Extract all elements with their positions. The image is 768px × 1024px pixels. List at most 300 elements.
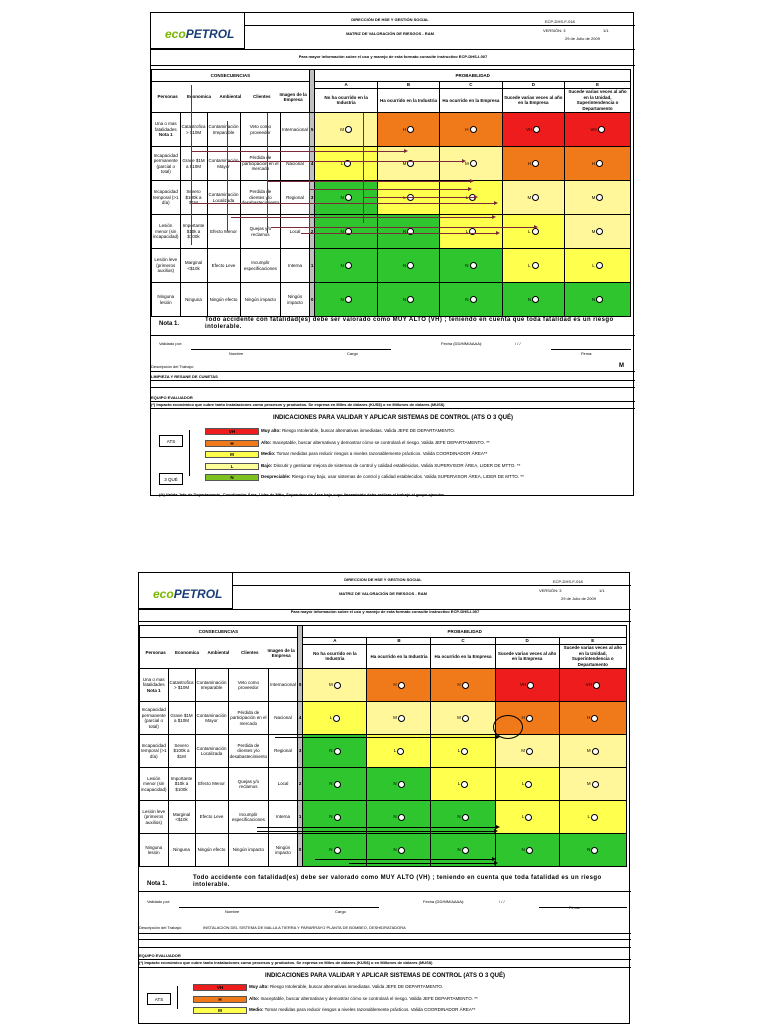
nota-label: Nota 1. bbox=[159, 321, 180, 327]
risk-cell-B5 bbox=[377, 113, 439, 147]
risk-tag bbox=[393, 715, 405, 722]
personas-text: Ninguna lesión bbox=[157, 294, 175, 305]
consecuencias-header: CONSECUENCIAS bbox=[140, 626, 298, 638]
risk-code: L bbox=[587, 814, 591, 820]
risk-cell-D1 bbox=[495, 801, 559, 834]
risk-tag bbox=[329, 682, 341, 689]
risk-code: L bbox=[329, 715, 333, 721]
risk-tag bbox=[330, 715, 341, 722]
indicaciones-title: INDICACIONES PARA VALIDAR Y APLICAR SISTEMAS DE CONTROL (ATS O 3 QUÉ) bbox=[273, 415, 513, 421]
selection-circle-icon bbox=[334, 847, 341, 854]
validado-label: Validado por: bbox=[147, 899, 171, 904]
risk-code: N bbox=[402, 228, 407, 234]
cell-economica: Severo $100k a $1M bbox=[180, 181, 207, 215]
risk-cell-A2 bbox=[303, 768, 367, 801]
legend-desc: Riesgo Intolerable, buscar alternativas inmediatas. Valida JEFE DE DEPARTAMENTO. bbox=[270, 984, 444, 989]
risk-code: N bbox=[457, 814, 461, 820]
risk-cell-B1 bbox=[377, 249, 439, 283]
risk-cell-A1 bbox=[303, 801, 367, 834]
risk-tag bbox=[457, 682, 468, 689]
risk-matrix bbox=[151, 69, 631, 317]
nombre-label: Nombre bbox=[229, 351, 244, 356]
risk-cell-C0 bbox=[431, 834, 495, 867]
validation-note: (**) Valida Jefe de Departamento, Coordinador Área, Lider de Mtto, Supervisor de Área bajo cuyo lineamiento debe realizar el trabajo el grupo ejecutor. bbox=[159, 492, 445, 497]
impacto-note: (*) Impacto económico que cubre tanto instalaciones como procesos y productos. Se expresa en Miles de dólares (KUS$) o en Millones de dólares (MUS$) bbox=[151, 402, 445, 407]
risk-cell-D0 bbox=[495, 834, 559, 867]
risk-cell-E3 bbox=[565, 181, 631, 215]
severity-level: 1 bbox=[309, 249, 315, 283]
cell-ambiental: Contaminación Irreparable bbox=[195, 669, 228, 702]
consequence-header-3: Clientes bbox=[253, 94, 271, 100]
cell-ambiental: Contaminación Mayor bbox=[207, 147, 240, 181]
risk-tag bbox=[592, 296, 603, 303]
risk-code: L bbox=[340, 160, 344, 166]
cell-personas bbox=[140, 834, 169, 867]
cell-economica: Catastrofica > $10M bbox=[180, 113, 207, 147]
risk-cell-C4 bbox=[431, 702, 495, 735]
risk-tag bbox=[393, 781, 404, 788]
selection-circle-icon bbox=[532, 262, 539, 269]
selection-circle-icon bbox=[470, 126, 477, 133]
severity-level: 3 bbox=[297, 735, 303, 768]
selection-circle-icon bbox=[462, 847, 469, 854]
cell-imagen: Regional bbox=[269, 735, 298, 768]
fecha-value: / / / bbox=[499, 899, 505, 904]
risk-code: H bbox=[521, 715, 525, 721]
risk-cell-B4 bbox=[367, 702, 431, 735]
risk-cell-D2 bbox=[495, 768, 559, 801]
legend-label: Alto: bbox=[261, 439, 272, 445]
cell-economica: Grave $1M a $10M bbox=[180, 147, 207, 181]
matrix-row-0 bbox=[140, 834, 627, 867]
cell-clientes: Quejas y/o reclamos bbox=[228, 768, 269, 801]
cell-ambiental: Efecto Menor bbox=[195, 768, 228, 801]
risk-code: L bbox=[403, 194, 406, 200]
cell-economica: Severo $100k a $1M bbox=[168, 735, 195, 768]
risk-code: L bbox=[528, 262, 531, 268]
selection-circle-icon bbox=[470, 296, 477, 303]
cell-ambiental: Ningún efecto bbox=[195, 834, 228, 867]
cell-personas bbox=[152, 283, 181, 317]
selection-circle-icon bbox=[461, 781, 468, 788]
risk-tag bbox=[403, 262, 414, 269]
risk-cell-C5 bbox=[440, 113, 502, 147]
risk-tag bbox=[403, 126, 414, 133]
selection-circle-icon bbox=[333, 715, 340, 722]
consecuencias-blank bbox=[140, 638, 298, 669]
consequence-header-row bbox=[140, 638, 297, 668]
risk-tag bbox=[528, 228, 539, 235]
risk-tag bbox=[587, 715, 598, 722]
legend-desc: Inaceptable, buscar alternativas y demostrar cómo se controlará el riesgo. Valida JEFE DEPARTAMENTO. ** bbox=[272, 439, 490, 445]
risk-tag bbox=[329, 781, 340, 788]
cargo-label: Cargo bbox=[347, 351, 358, 356]
cell-ambiental: Ningún efecto bbox=[207, 283, 240, 317]
risk-tag bbox=[528, 160, 539, 167]
risk-tag bbox=[586, 682, 600, 689]
cell-ambiental: Contaminación Mayor bbox=[195, 702, 228, 735]
risk-tag bbox=[587, 847, 598, 854]
legend-bar-L: L bbox=[205, 463, 259, 470]
risk-tag bbox=[465, 296, 476, 303]
form-date: 29 de Julio de 2009 bbox=[561, 596, 596, 601]
risk-code: L bbox=[521, 814, 525, 820]
risk-tag bbox=[588, 814, 599, 821]
severity-level: 1 bbox=[297, 801, 303, 834]
tres-que-box: 3 QUÉ bbox=[159, 473, 183, 485]
prob-header-A: No ha ocurrido en la Industria bbox=[303, 644, 367, 668]
selection-circle-icon bbox=[598, 126, 605, 133]
cell-imagen: Ningún impacto bbox=[269, 834, 298, 867]
risk-tag bbox=[587, 748, 599, 755]
risk-code: H bbox=[393, 682, 397, 688]
risk-code: N bbox=[591, 296, 596, 302]
selection-circle-icon bbox=[596, 194, 603, 201]
risk-code: H bbox=[402, 126, 407, 132]
risk-cell-C5 bbox=[431, 669, 495, 702]
selection-circle-icon bbox=[345, 262, 352, 269]
consecuencias-blank bbox=[152, 82, 310, 113]
consequence-header-1: Economica bbox=[175, 650, 200, 656]
selection-circle-icon bbox=[592, 781, 599, 788]
cell-imagen: Local bbox=[281, 215, 310, 249]
legend-text-VH bbox=[261, 428, 455, 434]
risk-code: L bbox=[528, 228, 531, 234]
cell-imagen: Nacional bbox=[269, 702, 298, 735]
selection-circle-icon bbox=[532, 194, 539, 201]
risk-tag bbox=[590, 126, 604, 133]
risk-tag bbox=[393, 814, 404, 821]
risk-cell-E0 bbox=[565, 283, 631, 317]
form-date: 29 de Julio de 2009 bbox=[565, 36, 600, 41]
prob-letter-A: A bbox=[315, 82, 377, 89]
risk-cell-B1 bbox=[367, 801, 431, 834]
risk-cell-B0 bbox=[377, 283, 439, 317]
risk-code: L bbox=[592, 262, 595, 268]
risk-cell-C4 bbox=[440, 147, 502, 181]
cell-clientes: Quejas y/o reclamos bbox=[240, 215, 281, 249]
legend-text-H bbox=[249, 996, 478, 1002]
severity-level: 5 bbox=[297, 669, 303, 702]
cell-personas bbox=[140, 768, 169, 801]
risk-cell-E5 bbox=[565, 113, 631, 147]
probabilidad-header: PROBABILIDAD bbox=[315, 70, 631, 82]
prob-header-E: Sucede varias veces al año en la Unidad, Superintendencia o Departamento bbox=[565, 88, 631, 112]
cell-imagen: Interna bbox=[269, 801, 298, 834]
descripcion-label: Descripción del Trabajo: bbox=[151, 364, 194, 369]
selection-circle-icon bbox=[398, 814, 405, 821]
risk-code: M bbox=[340, 126, 344, 132]
prob-header-C: Ha ocurrido en la Empresa bbox=[431, 644, 495, 668]
risk-code: VH bbox=[590, 126, 597, 132]
cell-imagen: Regional bbox=[281, 181, 310, 215]
risk-cell-E2 bbox=[565, 215, 631, 249]
nota-ref: Nota 1 bbox=[146, 687, 161, 693]
cell-imagen: Interna bbox=[281, 249, 310, 283]
risk-tag bbox=[457, 847, 468, 854]
risk-tag bbox=[458, 748, 469, 755]
legend-text-H bbox=[261, 440, 490, 446]
consequence-header-4: Imagen de la Empresa bbox=[279, 91, 307, 102]
legend-bar-H: H bbox=[193, 996, 247, 1003]
selection-circle-icon bbox=[526, 748, 533, 755]
matrix-row-1 bbox=[140, 801, 627, 834]
legend-desc: Discutir y gestionar mejora de sistemas de control y calidad establecidos. Valida SUPERVISOR ÁREA, LIDER DE MTTO. ** bbox=[273, 462, 521, 468]
cell-personas bbox=[140, 801, 169, 834]
prob-header-B: Ha ocurrido en la Industria bbox=[377, 88, 439, 112]
risk-code: VH bbox=[585, 682, 592, 688]
severity-level: 5 bbox=[309, 113, 315, 147]
selection-circle-icon bbox=[398, 847, 405, 854]
cell-personas bbox=[152, 249, 181, 283]
ats-box: ATS bbox=[147, 993, 171, 1005]
selection-circle-icon bbox=[334, 781, 341, 788]
legend-bar-N: N bbox=[205, 474, 259, 481]
selection-circle-icon bbox=[398, 715, 405, 722]
risk-code: M bbox=[521, 748, 525, 754]
form-pages: 1/1 bbox=[599, 588, 605, 593]
selection-circle-icon bbox=[591, 847, 598, 854]
firma-label: Firma: bbox=[581, 351, 593, 356]
cell-economica: Ninguna bbox=[180, 283, 207, 317]
risk-tag bbox=[522, 814, 533, 821]
severity-level: 2 bbox=[309, 215, 315, 249]
selection-circle-icon bbox=[407, 296, 414, 303]
personas-text: Ninguna lesión bbox=[145, 844, 163, 855]
cell-personas bbox=[152, 215, 181, 249]
legend-bar-VH: VH bbox=[205, 428, 259, 435]
cell-clientes: Perdida de clientes y/o desabastecimiento bbox=[240, 181, 281, 215]
selection-circle-icon bbox=[407, 262, 414, 269]
consequence-header-3: Clientes bbox=[241, 650, 259, 656]
risk-cell-E3 bbox=[559, 735, 626, 768]
form-version: VERSIÓN: 3 bbox=[543, 28, 566, 33]
selection-circle-icon bbox=[527, 682, 534, 689]
cell-clientes: Incumplir especificaciones bbox=[240, 249, 281, 283]
selection-circle-icon bbox=[532, 228, 539, 235]
selection-circle-icon bbox=[596, 160, 603, 167]
risk-cell-C2 bbox=[440, 215, 502, 249]
personas-text: Incapacidad temporal (>1 día) bbox=[153, 189, 179, 206]
selection-circle-icon bbox=[407, 126, 414, 133]
info-note: Para mayor información sobre el uso y manejo de esta formato consulte instructivo ECP-DHS-I-007 bbox=[290, 609, 480, 614]
severity-level: 2 bbox=[297, 768, 303, 801]
selection-circle-icon bbox=[345, 126, 352, 133]
form-code: ECP-DHS-F-018 bbox=[545, 19, 575, 24]
risk-code: L bbox=[393, 748, 397, 754]
cell-ambiental: Efecto Menor bbox=[207, 215, 240, 249]
risk-tag bbox=[592, 228, 604, 235]
form-code: ECP-DHS-F-018 bbox=[553, 579, 583, 584]
risk-tag bbox=[521, 748, 533, 755]
cell-clientes: Perdida de clientes y/o desabastecimiento bbox=[228, 735, 269, 768]
cell-economica: Marginal <$10k bbox=[168, 801, 195, 834]
prob-header-E: Sucede varias veces al año en la Unidad, Superintendencia o Departamento bbox=[559, 644, 626, 668]
prob-letter-C: C bbox=[440, 82, 502, 89]
ecopetrol-logo: ecoPETROL bbox=[153, 587, 223, 601]
risk-code: L bbox=[465, 228, 469, 234]
risk-tag bbox=[592, 262, 603, 269]
prob-header-A: No ha ocurrido en la Industria bbox=[315, 88, 377, 112]
cell-clientes: Ningún impacto bbox=[240, 283, 281, 317]
risk-code: N bbox=[329, 847, 333, 853]
matrix-row-5 bbox=[152, 113, 631, 147]
risk-cell-D3 bbox=[495, 735, 559, 768]
legend-label: Alto: bbox=[249, 995, 260, 1001]
risk-cell-C1 bbox=[440, 249, 502, 283]
cell-personas bbox=[152, 113, 181, 147]
risk-code: H bbox=[591, 160, 596, 166]
risk-cell-E4 bbox=[559, 702, 626, 735]
cell-ambiental: Contaminación Localizada bbox=[195, 735, 228, 768]
cell-ambiental: Contaminación Irreparable bbox=[207, 113, 240, 147]
risk-code: M bbox=[591, 228, 596, 234]
risk-code: N bbox=[521, 847, 525, 853]
risk-tag bbox=[527, 194, 539, 201]
legend-label: Muy alto: bbox=[249, 984, 269, 989]
risk-code: N bbox=[465, 262, 469, 268]
prob-letter-B: B bbox=[377, 82, 439, 89]
risk-cell-C3 bbox=[431, 735, 495, 768]
fecha-value: / / / bbox=[515, 341, 521, 346]
risk-cell-D1 bbox=[502, 249, 564, 283]
indicaciones-title: INDICACIONES PARA VALIDAR Y APLICAR SISTEMAS DE CONTROL (ATS O 3 QUÉ) bbox=[265, 973, 505, 979]
form-page-2 bbox=[138, 572, 630, 1024]
risk-code: M bbox=[457, 715, 461, 721]
prob-header-B: Ha ocurrido en la Industria bbox=[367, 644, 431, 668]
selection-circle-icon bbox=[532, 296, 539, 303]
legend-desc: Tomar medidas para reducir riesgos a niveles razonablemente prácticos. Valida COORDINADOR ÁREA** bbox=[276, 451, 488, 456]
prob-letter-D: D bbox=[502, 82, 564, 89]
nombre-label: Nombre bbox=[225, 909, 240, 914]
personas-text: Incapacidad permanente (parcial o total) bbox=[153, 152, 178, 174]
cell-economica: Importante $10k a $100k bbox=[180, 215, 207, 249]
severity-level: 4 bbox=[297, 702, 303, 735]
prob-letter-E: E bbox=[559, 638, 626, 645]
selection-circle-icon bbox=[398, 781, 405, 788]
legend-desc: Riesgo Intolerable, buscar alternativas inmediatas. Valida JEFE DE DEPARTAMENTO. bbox=[282, 428, 456, 433]
selection-circle-icon bbox=[526, 847, 533, 854]
risk-tag bbox=[394, 748, 405, 755]
m-mark: M bbox=[619, 363, 624, 369]
personas-text: Una o mas fatalidades bbox=[142, 676, 165, 688]
cell-economica: Grave $1M a $10M bbox=[168, 702, 195, 735]
cell-clientes: Ningún impacto bbox=[228, 834, 269, 867]
legend-label: Medio: bbox=[261, 451, 276, 456]
risk-cell-D0 bbox=[502, 283, 564, 317]
legend-desc: Riesgo muy bajo, usar sistemas de control y calidad establecidos. Valida SUPERVISOR ÁREA, LIDER DE MTTO. ** bbox=[291, 474, 524, 479]
legend-label: Muy alto: bbox=[261, 428, 281, 433]
probabilidad-header: PROBABILIDAD bbox=[303, 626, 627, 638]
severity-level: 3 bbox=[309, 181, 315, 215]
cell-clientes: Pérdida de participación en el mercado bbox=[228, 702, 269, 735]
fecha-label: Fecha (DD/MM/AAAA): bbox=[423, 899, 465, 904]
matrix-row-4 bbox=[140, 702, 627, 735]
cell-personas bbox=[152, 181, 181, 215]
selection-circle-icon bbox=[397, 748, 404, 755]
consequence-header-4: Imagen de la Empresa bbox=[267, 647, 295, 658]
matrix-row-5 bbox=[140, 669, 627, 702]
cell-ambiental: Efecto Leve bbox=[195, 801, 228, 834]
personas-text: Lesión menor (sin incapacidad) bbox=[141, 775, 167, 792]
risk-code: N bbox=[340, 194, 344, 200]
cell-imagen: Local bbox=[269, 768, 298, 801]
personas-text: Lesión leve (primeros auxilios) bbox=[154, 257, 178, 274]
risk-code: N bbox=[329, 781, 333, 787]
risk-tag bbox=[465, 160, 477, 167]
risk-code: H bbox=[465, 126, 469, 132]
risk-cell-A2 bbox=[315, 215, 377, 249]
selection-circle-icon bbox=[470, 262, 477, 269]
risk-code: M bbox=[586, 781, 591, 787]
risk-code: M bbox=[527, 194, 532, 200]
selection-circle-icon bbox=[533, 126, 540, 133]
cell-economica: Marginal <$10k bbox=[180, 249, 207, 283]
risk-cell-D2 bbox=[502, 215, 564, 249]
risk-cell-E4 bbox=[565, 147, 631, 181]
risk-tag bbox=[340, 194, 351, 201]
selection-circle-icon bbox=[334, 814, 341, 821]
equipo-evaluador: EQUIPO EVALUADOR bbox=[151, 395, 193, 400]
legend-bar-VH: VH bbox=[193, 984, 247, 991]
risk-tag bbox=[329, 847, 340, 854]
risk-tag bbox=[521, 847, 532, 854]
form-title: MATRIZ DE VALORACIÓN DE RIESGOS - RAM bbox=[339, 591, 427, 596]
selection-circle-icon bbox=[398, 682, 405, 689]
cell-personas bbox=[140, 702, 169, 735]
legend-desc: Inaceptable, buscar alternativas y demostrar cómo se controlará el riesgo. Valida JEFE DEPARTAMENTO. ** bbox=[260, 995, 478, 1001]
legend-bar-H: H bbox=[205, 440, 259, 447]
cell-economica: Catastrofica > $10M bbox=[168, 669, 195, 702]
cell-imagen: Nacional bbox=[281, 147, 310, 181]
consequence-header-0: Personas bbox=[157, 94, 178, 100]
matrix-row-1 bbox=[152, 249, 631, 283]
risk-code: M bbox=[393, 715, 397, 721]
risk-tag bbox=[521, 715, 532, 722]
consequence-header-1: Economica bbox=[187, 94, 212, 100]
risk-cell-B3 bbox=[367, 735, 431, 768]
legend-text-VH bbox=[249, 984, 443, 990]
selection-circle-icon bbox=[526, 715, 533, 722]
risk-code: N bbox=[465, 296, 469, 302]
prob-header-D: Sucede varias veces al año en la Empresa bbox=[495, 644, 559, 668]
selection-circle-icon bbox=[596, 262, 603, 269]
nota-text: Todo accidente con fatalidad(es) debe ser valorado como MUY ALTO (VH) ; teniendo en cuenta que toda fatalidad es un riesgo intolerable. bbox=[205, 317, 614, 330]
form-version: VERSIÓN: 3 bbox=[539, 588, 562, 593]
risk-cell-A0 bbox=[303, 834, 367, 867]
cargo-label: Cargo bbox=[335, 909, 346, 914]
risk-code: N bbox=[457, 847, 461, 853]
nota-ref: Nota 1 bbox=[158, 132, 173, 138]
cell-economica: Ninguna bbox=[168, 834, 195, 867]
risk-tag bbox=[528, 296, 539, 303]
form-title: MATRIZ DE VALORACIÓN DE RIESGOS - RAM bbox=[346, 31, 434, 36]
risk-tag bbox=[528, 262, 539, 269]
risk-code: N bbox=[402, 296, 407, 302]
logo-block bbox=[139, 573, 233, 609]
risk-tag bbox=[457, 715, 469, 722]
nota-text: Todo accidente con fatalidad(es) debe ser valorado como MUY ALTO (VH) ; teniendo en cuenta que toda fatalidad es un riesgo intolerable. bbox=[193, 875, 602, 888]
legend-label: Bajo: bbox=[261, 462, 273, 468]
risk-cell-D5 bbox=[502, 113, 564, 147]
personas-text: Lesión menor (sin incapacidad) bbox=[153, 223, 179, 240]
risk-tag bbox=[587, 781, 599, 788]
prob-letter-A: A bbox=[303, 638, 367, 645]
risk-cell-E0 bbox=[559, 834, 626, 867]
risk-code: H bbox=[527, 160, 531, 166]
consequence-header-2: Ambiental bbox=[219, 94, 242, 100]
risk-code: M bbox=[329, 682, 333, 688]
